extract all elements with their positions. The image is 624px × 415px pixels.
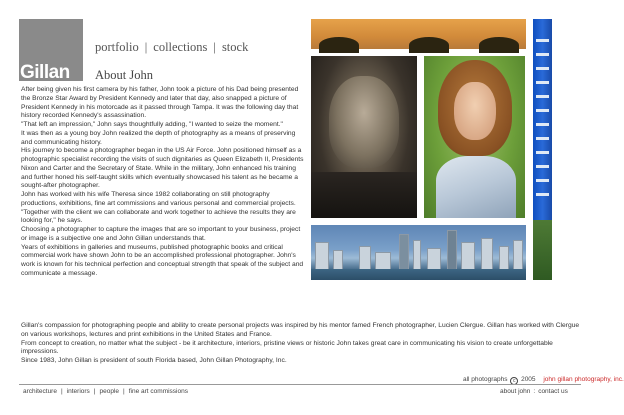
footer-link-fine-art[interactable]: fine art commissions — [128, 388, 188, 395]
bio-paragraph: After being given his first camera by his father, John took a picture of his Dad being presented the Bronze Star Award by President Kennedy and later that day, also snapped a picture of President Kennedy in his motorcade as it passed through Tampa. It was the following day that history recorded Kennedy's assassination. — [21, 86, 299, 120]
bio-paragraph: "Together with the client we can collaborate and work together to achieve the results they are looking for," he says. — [21, 208, 296, 225]
bio-text — [21, 86, 305, 279]
john-portrait-photo — [311, 56, 417, 218]
footer-nav-right — [500, 388, 568, 395]
copyright-icon: c — [510, 377, 518, 385]
bio-paragraph: "That left an impression," John says thoughtfully adding, "I wanted to seize the moment." — [21, 121, 283, 128]
bio-paragraph: Choosing a photographer to capture the images that are so important to your business, project or image is a subjective one and John Gillan understands that. — [21, 226, 301, 242]
nav-stock[interactable]: stock — [221, 40, 249, 54]
bio-paragraph: It was then as a young boy John realized the depth of photography as a means of preserving and communicating history. — [21, 129, 296, 146]
footer-link-about[interactable]: about john — [500, 388, 531, 395]
bio-paragraph: Gillan's compassion for photographing people and ability to create personal projects was inspired by his mentor famed French photographer, Lucien Clergue. Gillan has worked with Clergue on various workshops, lectures and print exhibitions in the United States and France. — [21, 322, 580, 338]
theresa-portrait-photo — [424, 56, 525, 218]
nav-separator: | — [144, 40, 148, 54]
page-title: About John — [95, 68, 153, 82]
footer-nav — [23, 388, 188, 395]
bio-paragraph: Years of exhibitions in galleries and museums, published photographic books and critical commercial work have shown John to be an accomplished professional photographer. John's work is known for his technical perfection and conceptual strength that speak of the subject and communicate a message. — [21, 243, 304, 277]
footer-divider — [19, 384, 581, 385]
bio-paragraph: Since 1983, John Gillan is president of south Florida based, John Gillan Photography, Inc. — [21, 357, 287, 364]
nav-collections[interactable]: collections — [153, 40, 208, 54]
footer-separator: : — [533, 388, 536, 395]
city-skyline-photo — [311, 225, 526, 280]
footer-separator: | — [60, 388, 63, 395]
bio-paragraph: From concept to creation, no matter what the subject - be it architecture, interiors, pristine views or historic John takes great care in communicating his vision to create unforgettable impressions. — [21, 339, 553, 356]
top-nav — [95, 40, 248, 55]
palm-trees-photo — [311, 19, 526, 49]
brand-name: john gillan photography, inc. — [543, 376, 624, 383]
tower-photo — [533, 19, 552, 280]
footer-link-contact[interactable]: contact us — [538, 388, 568, 395]
logo-text: Gillan — [20, 62, 70, 83]
footer-link-architecture[interactable]: architecture — [23, 388, 57, 395]
footer-link-people[interactable]: people — [99, 388, 120, 395]
copyright-year: 2005 — [521, 376, 536, 383]
bio-extended-text — [21, 322, 587, 366]
footer-link-interiors[interactable]: interiors — [66, 388, 90, 395]
footer-separator: | — [93, 388, 96, 395]
nav-portfolio[interactable]: portfolio — [95, 40, 139, 54]
nav-separator: | — [213, 40, 216, 54]
bio-paragraph: His journey to become a photographer began in the US Air Force. John positioned himself as a photographic specialist recording the visits of such dignitaries as Queen Elizabeth II, Presidents Nixon and Carter and the Secretary of State. While in the military, John enhanced his training and further honed his self-taught skills which eventually showcased his talent as he became a sought-after photographer. — [21, 147, 304, 190]
footer-separator: | — [123, 388, 125, 395]
bio-paragraph: John has worked with his wife Theresa since 1982 collaborating on still photography productions, exhibitions, fine art commissions and various personal and commercial projects. — [21, 191, 296, 207]
copyright-prefix: all photographs — [463, 376, 508, 383]
logo[interactable] — [19, 19, 83, 81]
